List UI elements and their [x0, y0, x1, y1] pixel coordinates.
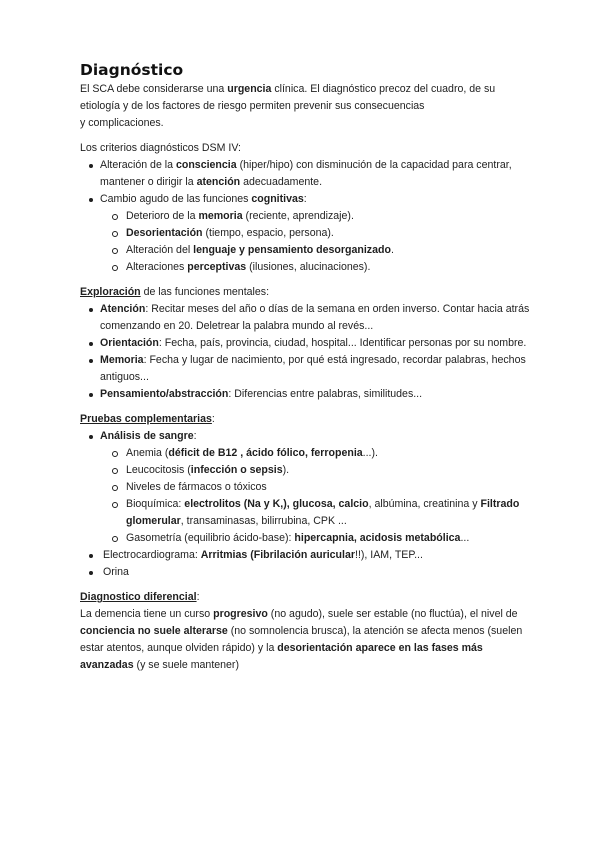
item-text: Alteración de la [100, 159, 176, 171]
para-bold: progresivo [213, 608, 268, 620]
item-text: Electrocardiograma: [103, 549, 201, 561]
intro-paragraph [80, 81, 538, 132]
section-heading: Exploración [80, 286, 141, 298]
list-item [80, 352, 538, 386]
differential-paragraph [80, 606, 538, 674]
list-item [80, 428, 538, 547]
item-bold: atención [196, 176, 241, 188]
list-item [108, 530, 538, 547]
cognitive-sublist [108, 208, 538, 276]
para-text: (no agudo), suele ser estable (no fluctúa), el nivel de [267, 608, 518, 620]
item-text: Deterioro de la [126, 210, 199, 222]
list-item [80, 547, 538, 564]
item-text: : [303, 193, 307, 205]
item-bold: cognitivas [251, 193, 304, 205]
item-text: : Fecha, país, provincia, ciudad, hospital... Identificar personas por su nombre. [158, 337, 527, 349]
list-item [80, 335, 538, 352]
exploration-list [80, 301, 538, 403]
criteria-section [80, 140, 538, 276]
para-bold: conciencia no suele alterarse [80, 625, 228, 637]
list-item [108, 462, 538, 479]
item-bold: electrolitos (Na y K,), glucosa, calcio [184, 498, 369, 510]
item-text: : Recitar meses del año o días de la semana en orden inverso. Contar hacia atrás comenzando en 20. Deletrear la palabra mundo al revés... [100, 303, 530, 332]
item-text: , albúmina, creatinina y [368, 498, 481, 510]
item-text: ...). [362, 447, 378, 459]
list-item [80, 386, 538, 403]
exploration-heading-line [80, 284, 538, 301]
item-bold: Memoria [100, 354, 144, 366]
intro-bold: urgencia [227, 83, 272, 95]
item-text: (hiper/hipo) con disminución de la capacidad para centrar, mantener o dirigir la [100, 159, 512, 188]
item-text: Niveles de fármacos o tóxicos [126, 481, 267, 493]
item-text: Alteración del [126, 244, 194, 256]
list-item [108, 242, 538, 259]
blood-sublist [108, 445, 538, 547]
para-bold: desorientación aparece en las fases más avanzadas [80, 642, 483, 671]
item-text: : [193, 430, 197, 442]
item-bold: Pensamiento/abstracción [100, 388, 229, 400]
item-bold: infección o sepsis [190, 464, 283, 476]
item-text: . [390, 244, 394, 256]
heading-rest: de las funciones mentales: [140, 286, 270, 298]
item-bold: Análisis de sangre [100, 430, 194, 442]
item-bold: lenguaje y pensamiento desorganizado [193, 244, 391, 256]
heading-rest: : [196, 591, 200, 603]
item-bold: Atención [100, 303, 146, 315]
item-text: ). [282, 464, 290, 476]
tests-section [80, 411, 538, 581]
item-bold: Arritmias (Fibrilación auricular [200, 549, 355, 561]
item-bold: déficit de B12 , ácido fólico, ferropenia [168, 447, 363, 459]
item-text: Anemia ( [126, 447, 169, 459]
exploration-section [80, 284, 538, 403]
list-item [108, 445, 538, 462]
section-heading: Diagnostico diferencial [80, 591, 197, 603]
item-text: ... [460, 532, 470, 544]
criteria-label: Los criterios diagnósticos DSM IV: [80, 142, 241, 154]
section-heading: Pruebas complementarias [80, 413, 212, 425]
list-item [108, 225, 538, 242]
item-text: Orina [103, 566, 129, 578]
tests-heading-line [80, 411, 538, 428]
differential-section [80, 589, 538, 674]
para-text: (no somnolencia brusca), la atención se afecta menos (suelen estar atentos, aunque olviden rápido) y la [80, 625, 523, 654]
intro-text: El SCA debe considerarse una [80, 83, 228, 95]
para-text: (y se suele mantener) [133, 659, 239, 671]
intro-text: clínica. El diagnóstico precoz del cuadro, de su etiología y de los factores de riesgo permiten prevenir sus consecuencias [80, 83, 496, 112]
item-text: , transaminasas, bilirrubina, CPK ... [180, 515, 347, 527]
item-bold: consciencia [175, 159, 237, 171]
item-text: : Diferencias entre palabras, similitudes... [228, 388, 423, 400]
item-bold: memoria [198, 210, 243, 222]
list-item [108, 496, 538, 530]
item-bold: hipercapnia, acidosis metabólica [294, 532, 461, 544]
item-text: (ilusiones, alucinaciones). [246, 261, 371, 273]
item-text: (reciente, aprendizaje). [242, 210, 354, 222]
intro-text: y complicaciones. [80, 117, 164, 129]
tests-list [80, 428, 538, 581]
list-item [80, 191, 538, 276]
para-text: La demencia tiene un curso [80, 608, 214, 620]
item-bold: Desorientación [126, 227, 203, 239]
list-item [80, 157, 538, 191]
item-text: Cambio agudo de las funciones [100, 193, 252, 205]
item-text: Gasometría (equilibrio ácido-base): [126, 532, 295, 544]
list-item [80, 301, 538, 335]
page-title: Diagnóstico [80, 61, 184, 79]
item-bold: perceptivas [187, 261, 247, 273]
item-text: Bioquímica: [126, 498, 185, 510]
differential-heading-line [80, 589, 538, 606]
list-item [80, 564, 538, 581]
item-text: !!), IAM, TEP... [355, 549, 423, 561]
item-text: : Fecha y lugar de nacimiento, por qué está ingresado, recordar palabras, hechos antiguos... [100, 354, 526, 383]
item-bold: Orientación [100, 337, 159, 349]
item-text: (tiempo, espacio, persona). [202, 227, 334, 239]
list-item [108, 479, 538, 496]
list-item [108, 208, 538, 225]
item-text: Leucocitosis ( [126, 464, 191, 476]
criteria-list [80, 157, 538, 276]
item-text: Alteraciones [126, 261, 188, 273]
item-bold: Filtrado glomerular [126, 498, 520, 527]
heading-rest: : [211, 413, 215, 425]
item-text: adecuadamente. [240, 176, 323, 188]
list-item [108, 259, 538, 276]
